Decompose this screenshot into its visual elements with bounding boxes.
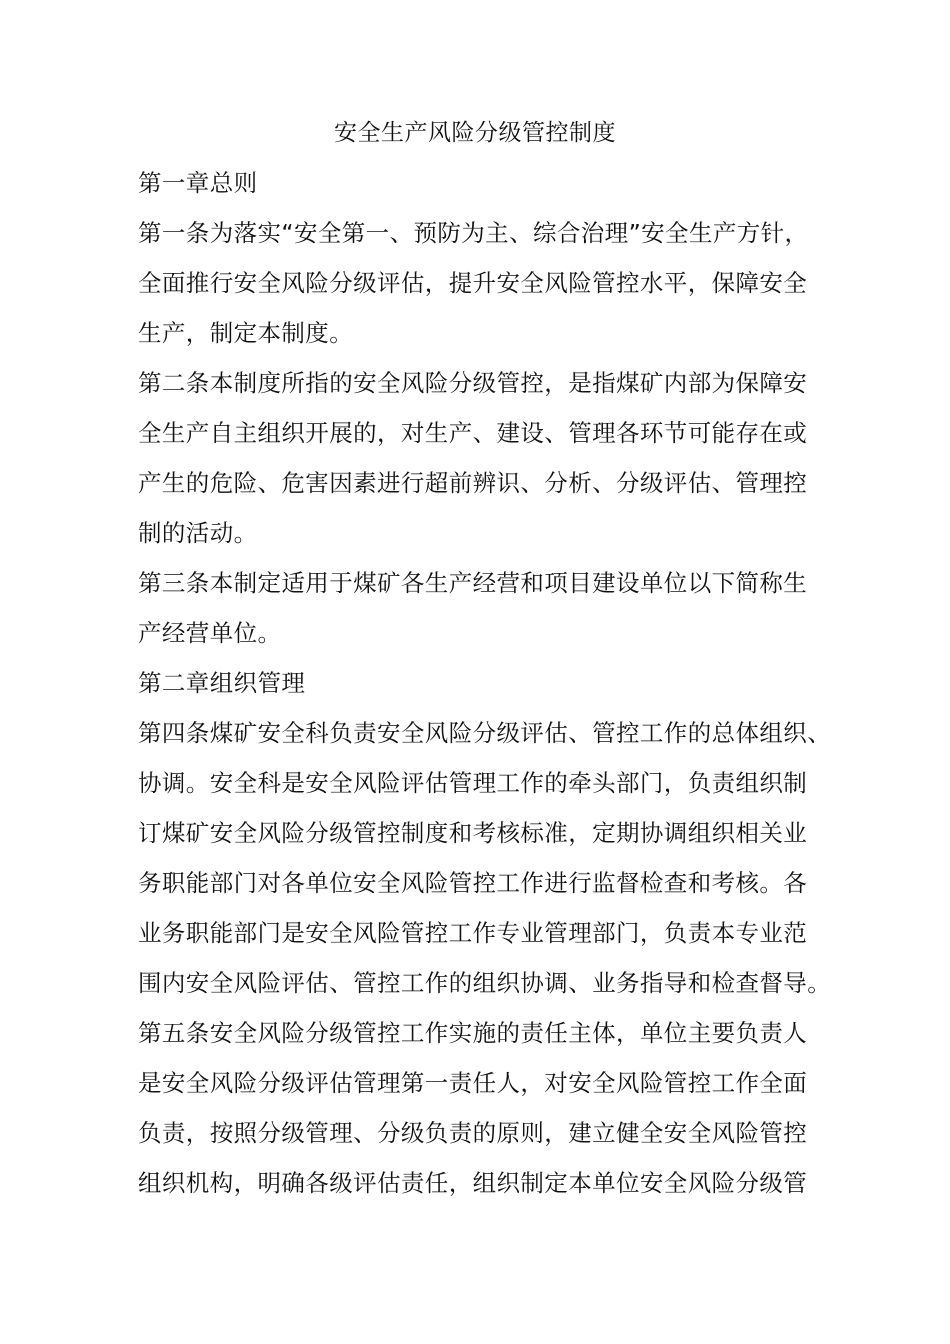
text-line: 业务职能部门是安全风险管控工作专业管理部门，负责本专业范	[138, 919, 808, 947]
text-line: 制的活动。	[138, 519, 258, 547]
text-line: 全面推行安全风险分级评估，提升安全风险管控水平，保障安全	[138, 269, 808, 297]
document-title: 安全生产风险分级管控制度	[334, 120, 616, 146]
text-line: 生产，制定本制度。	[138, 319, 354, 347]
text-line: 产经营单位。	[138, 619, 282, 647]
text-line: 务职能部门对各单位安全风险管控工作进行监督检查和考核。各	[138, 869, 808, 897]
text-line: 是安全风险分级评估管理第一责任人，对安全风险管控工作全面	[138, 1069, 808, 1097]
text-line: 产生的危险、危害因素进行超前辨识、分析、分级评估、管理控	[138, 469, 808, 497]
text-line: 第一条为落实“安全第一、预防为主、综合治理”安全生产方针，	[138, 219, 809, 247]
text-line: 第四条煤矿安全科负责安全风险分级评估、管控工作的总体组织、	[138, 719, 832, 747]
text-line: 协调。安全科是安全风险评估管理工作的牵头部门，负责组织制	[138, 769, 808, 797]
text-line: 围内安全风险评估、管控工作的组织协调、业务指导和检查督导。	[138, 969, 832, 997]
text-line: 组织机构，明确各级评估责任，组织制定本单位安全风险分级管	[138, 1169, 808, 1197]
text-line: 负责，按照分级管理、分级负责的原则，建立健全安全风险管控	[138, 1119, 808, 1147]
text-line: 全生产自主组织开展的，对生产、建设、管理各环节可能存在或	[138, 419, 808, 447]
chapter-heading: 第二章组织管理	[138, 669, 306, 697]
text-line: 第二条本制度所指的安全风险分级管控，是指煤矿内部为保障安	[138, 369, 808, 397]
text-line: 第三条本制定适用于煤矿各生产经营和项目建设单位以下简称生	[138, 569, 808, 597]
chapter-heading: 第一章总则	[138, 169, 258, 197]
text-line: 第五条安全风险分级管控工作实施的责任主体，单位主要负责人	[138, 1019, 808, 1047]
document-body	[138, 158, 832, 1208]
text-line: 订煤矿安全风险分级管控制度和考核标准，定期协调组织相关业	[138, 819, 808, 847]
